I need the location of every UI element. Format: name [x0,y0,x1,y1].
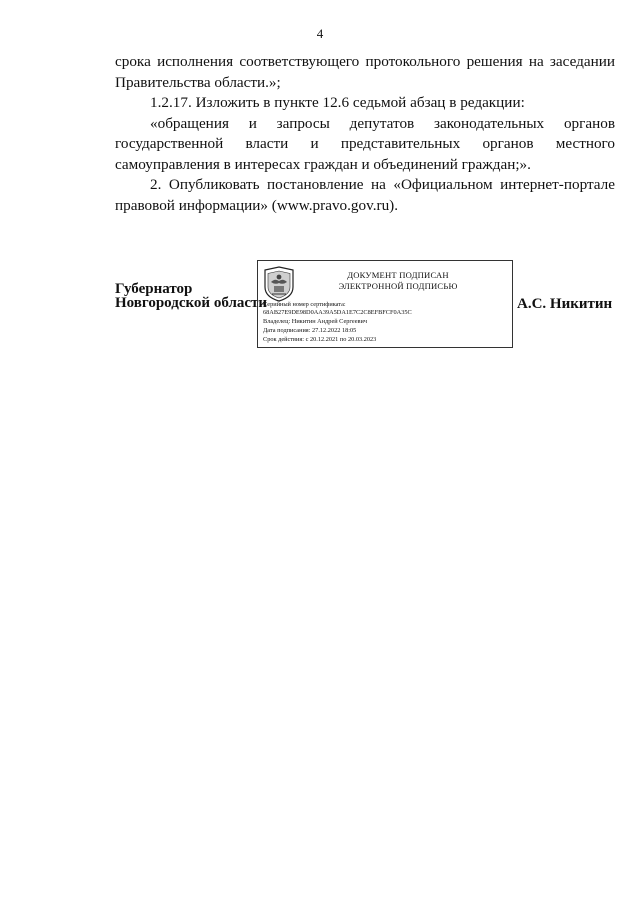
paragraph-3: «обращения и запросы депутатов законодательных органов государственной власти и представительных органов местного самоуправления в интересах граждан и объединений граждан;». [115,114,615,173]
document-body [115,52,615,216]
signatory-title-line2: Новгородской области [115,295,268,311]
stamp-header-line1: ДОКУМЕНТ ПОДПИСАН [347,270,449,280]
coat-of-arms-emblem-icon [262,265,296,303]
stamp-validity: Срок действия: с 20.12.2021 по 20.03.2023 [263,336,377,343]
paragraph-4: 2. Опубликовать постановление на «Официальном интернет-портале правовой информации» (www.pravo.gov.ru). [115,176,615,214]
electronic-signature-stamp [257,260,513,348]
stamp-serial-label: Серийный номер сертификата: [263,301,346,308]
stamp-header [298,270,498,292]
signatory-title [115,282,267,310]
paragraph-2: 1.2.17. Изложить в пункте 12.6 седьмой абзац в редакции: [150,94,525,111]
signatory-name: А.С. Никитин [517,296,613,312]
stamp-serial: 68AB27E9DE98D0AA39A5DA1E7C2C8EFBFCF0A35C [263,309,412,316]
page-number: 4 [316,26,324,41]
stamp-header-line2: ЭЛЕКТРОННОЙ ПОДПИСЬЮ [338,281,458,291]
signatory-title-line1: Губернатор [115,281,193,297]
paragraph-1: срока исполнения соответствующего протокольного решения на заседании Правительства области.»; [115,53,615,91]
stamp-owner: Владелец: Никитин Андрей Сергеевич [263,318,368,325]
stamp-signed-date: Дата подписания: 27.12.2022 18:05 [263,327,357,334]
